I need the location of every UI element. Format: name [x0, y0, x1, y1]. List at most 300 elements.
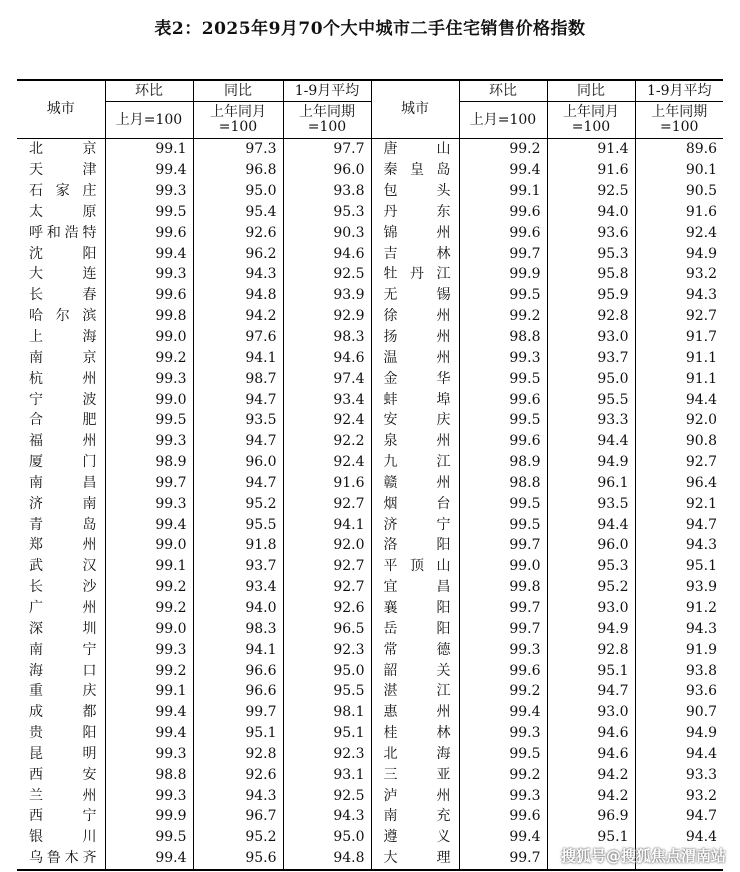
city-header-left: 城市 — [17, 80, 105, 139]
avg-right-cell: 92.0 — [635, 410, 723, 431]
city-right-cell: 牡丹江 — [371, 264, 459, 285]
avg-left-cell: 91.6 — [283, 473, 371, 494]
city-left-cell: 昆明 — [29, 745, 97, 762]
tb-left-cell: 94.2 — [193, 306, 283, 327]
header-sub-line: =100 — [307, 119, 347, 135]
city-left-cell: 杭州 — [29, 370, 97, 387]
city-left-cell: 南宁 — [29, 641, 97, 658]
table-row — [17, 431, 723, 452]
hb-right-cell: 99.3 — [459, 347, 547, 368]
table-row — [17, 806, 723, 827]
city-right-cell: 包头 — [371, 181, 459, 202]
hb-right-cell: 99.5 — [459, 493, 547, 514]
city-left-cell: 西宁 — [29, 808, 97, 825]
avg-right-cell: 93.9 — [635, 577, 723, 598]
avg-left-cell: 92.0 — [283, 535, 371, 556]
city-right-cell: 秦皇岛 — [371, 160, 459, 181]
avg-right-cell: 90.1 — [635, 160, 723, 181]
hb-right-cell: 99.2 — [459, 306, 547, 327]
tb-left-cell: 93.4 — [193, 577, 283, 598]
table-row — [17, 681, 723, 702]
hb-right-cell: 99.4 — [459, 160, 547, 181]
table-row — [17, 222, 723, 243]
table-row — [17, 556, 723, 577]
avg-header-right: 1-9月平均 — [635, 80, 723, 102]
tb-right-cell: 94.0 — [547, 202, 635, 223]
hb-left-cell: 99.4 — [105, 243, 193, 264]
avg-right-cell: 89.6 — [635, 139, 723, 160]
avg-right-cell: 93.2 — [635, 785, 723, 806]
hb-left-cell: 99.2 — [105, 347, 193, 368]
table-row — [17, 514, 723, 535]
table-row — [17, 139, 723, 160]
tb-right-cell: 94.4 — [547, 514, 635, 535]
tb-right-cell: 94.4 — [547, 431, 635, 452]
header-row-2 — [17, 102, 723, 139]
hb-left-cell: 99.4 — [105, 723, 193, 744]
hb-right-cell: 99.8 — [459, 577, 547, 598]
avg-left-cell: 92.3 — [283, 639, 371, 660]
city-right-cell: 扬州 — [371, 327, 459, 348]
avg-left-cell: 97.7 — [283, 139, 371, 160]
avg-right-cell: 92.7 — [635, 306, 723, 327]
avg-right-cell: 94.3 — [635, 535, 723, 556]
hb-right-cell: 99.2 — [459, 139, 547, 160]
city-left-cell: 沈阳 — [29, 245, 97, 262]
avg-right-cell: 94.4 — [635, 743, 723, 764]
table-row — [17, 389, 723, 410]
hb-left-cell: 99.3 — [105, 493, 193, 514]
avg-right-cell: 93.3 — [635, 764, 723, 785]
hb-right-cell: 98.9 — [459, 452, 547, 473]
table-row — [17, 639, 723, 660]
tb-right-cell: 95.5 — [547, 389, 635, 410]
avg-right-cell: 94.9 — [635, 243, 723, 264]
tb-left-cell: 93.7 — [193, 556, 283, 577]
table-row — [17, 473, 723, 494]
tb-left-cell: 98.3 — [193, 618, 283, 639]
tb-left-cell: 98.7 — [193, 368, 283, 389]
avg-left-cell: 92.6 — [283, 598, 371, 619]
table-row — [17, 347, 723, 368]
tb-right-cell: 95.1 — [547, 660, 635, 681]
hb-left-cell: 99.2 — [105, 577, 193, 598]
hb-right-cell: 99.5 — [459, 285, 547, 306]
hb-left-cell: 99.3 — [105, 264, 193, 285]
city-left-cell: 深圳 — [29, 620, 97, 637]
avg-right-cell: 90.5 — [635, 181, 723, 202]
hb-left-cell: 99.4 — [105, 160, 193, 181]
avg-left-cell: 95.0 — [283, 827, 371, 848]
avg-left-cell: 94.3 — [283, 806, 371, 827]
table-row — [17, 493, 723, 514]
city-left-cell: 太原 — [29, 203, 97, 220]
tb-left-cell: 94.1 — [193, 639, 283, 660]
hb-right-cell: 99.2 — [459, 764, 547, 785]
tb-left-cell: 94.3 — [193, 264, 283, 285]
avg-right-cell: 94.9 — [635, 723, 723, 744]
hb-left-cell: 99.3 — [105, 368, 193, 389]
tb-sub-right-text — [563, 104, 619, 135]
tb-left-cell: 94.0 — [193, 598, 283, 619]
header-sub-line: 上年同期 — [651, 104, 708, 120]
header-sub-line: =100 — [571, 119, 611, 135]
city-left-cell: 广州 — [29, 599, 97, 616]
city-left-cell: 南京 — [29, 349, 97, 366]
city-right-cell: 桂林 — [371, 723, 459, 744]
hb-right-cell: 99.5 — [459, 514, 547, 535]
city-right-cell: 赣州 — [371, 473, 459, 494]
hb-right-cell: 98.8 — [459, 327, 547, 348]
tb-right-cell: 94.9 — [547, 618, 635, 639]
tb-left-cell: 92.8 — [193, 743, 283, 764]
hb-right-cell: 99.4 — [459, 827, 547, 848]
table-body — [17, 139, 723, 870]
tb-sub-left-text — [210, 104, 266, 135]
city-right-cell: 岳阳 — [371, 618, 459, 639]
tb-right-cell: 93.0 — [547, 598, 635, 619]
tb-left-cell: 96.7 — [193, 806, 283, 827]
city-right-cell: 金华 — [371, 368, 459, 389]
avg-left-cell: 94.6 — [283, 243, 371, 264]
hb-left-cell: 99.7 — [105, 473, 193, 494]
hb-left-cell: 99.6 — [105, 285, 193, 306]
table-row — [17, 660, 723, 681]
hb-right-cell: 99.6 — [459, 222, 547, 243]
hb-header-right: 环比 — [459, 80, 547, 102]
tb-header-left: 同比 — [193, 80, 283, 102]
city-right-cell: 泸州 — [371, 785, 459, 806]
tb-right-cell: 93.6 — [547, 222, 635, 243]
city-left-cell: 乌鲁木齐 — [29, 850, 97, 867]
city-left-cell: 合肥 — [29, 412, 97, 429]
hb-right-cell: 99.7 — [459, 243, 547, 264]
avg-left-cell: 95.0 — [283, 660, 371, 681]
city-left-cell: 贵阳 — [29, 725, 97, 742]
city-right-cell: 常德 — [371, 639, 459, 660]
avg-left-cell: 92.2 — [283, 431, 371, 452]
table-row — [17, 410, 723, 431]
hb-left-cell: 99.0 — [105, 327, 193, 348]
city-right-cell: 大理 — [371, 848, 459, 870]
tb-right-cell: 96.9 — [547, 806, 635, 827]
city-left-cell: 西安 — [29, 766, 97, 783]
table-row — [17, 618, 723, 639]
hb-left-cell: 99.4 — [105, 848, 193, 870]
city-left-cell: 海口 — [29, 662, 97, 679]
avg-right-cell: 90.8 — [635, 431, 723, 452]
tb-right-cell: 94.6 — [547, 743, 635, 764]
tb-left-cell: 95.1 — [193, 723, 283, 744]
avg-left-cell: 95.3 — [283, 202, 371, 223]
hb-left-cell: 99.5 — [105, 202, 193, 223]
city-left-cell: 武汉 — [29, 558, 97, 575]
hb-right-cell: 99.7 — [459, 618, 547, 639]
tb-left-cell: 95.6 — [193, 848, 283, 870]
tb-left-cell: 95.5 — [193, 514, 283, 535]
hb-right-cell: 99.5 — [459, 743, 547, 764]
city-left-cell: 宁波 — [29, 391, 97, 408]
hb-right-cell: 99.6 — [459, 389, 547, 410]
hb-right-cell: 99.1 — [459, 181, 547, 202]
city-left-cell: 石家庄 — [29, 183, 97, 200]
tb-right-cell: 95.2 — [547, 577, 635, 598]
avg-right-cell: 91.9 — [635, 639, 723, 660]
avg-left-cell: 92.9 — [283, 306, 371, 327]
tb-right-cell: 95.1 — [547, 827, 635, 848]
table-row — [17, 723, 723, 744]
tb-right-cell: 94.2 — [547, 764, 635, 785]
tb-right-cell: 95.0 — [547, 368, 635, 389]
hb-left-cell: 99.3 — [105, 743, 193, 764]
city-right-cell: 惠州 — [371, 702, 459, 723]
table-row — [17, 368, 723, 389]
city-left-cell: 呼和浩特 — [29, 224, 97, 241]
tb-right-cell: 92.8 — [547, 306, 635, 327]
hb-left-cell: 99.1 — [105, 139, 193, 160]
hb-right-cell: 99.3 — [459, 723, 547, 744]
avg-left-cell: 92.5 — [283, 785, 371, 806]
city-left-cell: 长春 — [29, 287, 97, 304]
city-header-right: 城市 — [371, 80, 459, 139]
avg-left-cell: 94.1 — [283, 514, 371, 535]
city-right-cell: 泉州 — [371, 431, 459, 452]
table-row — [17, 743, 723, 764]
avg-left-cell: 92.4 — [283, 410, 371, 431]
city-right-cell: 襄阳 — [371, 598, 459, 619]
avg-right-cell: 91.2 — [635, 598, 723, 619]
tb-left-cell: 95.4 — [193, 202, 283, 223]
city-right-cell: 温州 — [371, 347, 459, 368]
city-left-cell: 福州 — [29, 433, 97, 450]
tb-left-cell: 94.8 — [193, 285, 283, 306]
tb-right-cell: 95.9 — [547, 285, 635, 306]
avg-header-left: 1-9月平均 — [283, 80, 371, 102]
city-left-cell: 天津 — [29, 162, 97, 179]
avg-left-cell: 98.3 — [283, 327, 371, 348]
hb-left-cell: 99.9 — [105, 806, 193, 827]
avg-left-cell: 96.0 — [283, 160, 371, 181]
avg-right-cell: 91.7 — [635, 327, 723, 348]
avg-sub-right — [635, 102, 723, 139]
header-sub-line: 上年同期 — [299, 104, 355, 120]
avg-left-cell: 92.7 — [283, 577, 371, 598]
tb-right-cell: 93.0 — [547, 702, 635, 723]
header-sub-line: =100 — [660, 119, 699, 135]
avg-right-cell: 90.7 — [635, 702, 723, 723]
table-row — [17, 285, 723, 306]
avg-left-cell: 95.1 — [283, 723, 371, 744]
city-right-cell: 九江 — [371, 452, 459, 473]
tb-right-cell: 93.0 — [547, 327, 635, 348]
city-left-cell: 上海 — [29, 329, 97, 346]
avg-right-cell: 94.4 — [635, 389, 723, 410]
tb-sub-left — [193, 102, 283, 139]
tb-sub-right — [547, 102, 635, 139]
avg-right-cell: 92.7 — [635, 452, 723, 473]
avg-right-cell: 92.1 — [635, 493, 723, 514]
hb-left-cell: 99.3 — [105, 431, 193, 452]
header-sub-line: =100 — [218, 119, 258, 135]
avg-left-cell: 94.6 — [283, 347, 371, 368]
table-row — [17, 306, 723, 327]
hb-right-cell: 99.7 — [459, 598, 547, 619]
hb-left-cell: 99.8 — [105, 306, 193, 327]
table-row — [17, 598, 723, 619]
hb-header-left: 环比 — [105, 80, 193, 102]
header-row-1 — [17, 80, 723, 102]
tb-left-cell: 94.7 — [193, 473, 283, 494]
avg-right-cell: 92.4 — [635, 222, 723, 243]
tb-right-cell: 94.2 — [547, 785, 635, 806]
tb-right-cell: 92.5 — [547, 181, 635, 202]
hb-left-cell: 98.8 — [105, 764, 193, 785]
avg-left-cell: 96.5 — [283, 618, 371, 639]
city-left-cell: 哈尔滨 — [29, 308, 97, 325]
hb-left-cell: 99.6 — [105, 222, 193, 243]
hb-right-cell: 99.0 — [459, 556, 547, 577]
city-right-cell: 烟台 — [371, 493, 459, 514]
table-row — [17, 535, 723, 556]
table-row — [17, 702, 723, 723]
avg-right-cell: 95.1 — [635, 556, 723, 577]
city-left-cell: 银川 — [29, 829, 97, 846]
hb-right-cell: 99.7 — [459, 535, 547, 556]
avg-left-cell: 95.5 — [283, 681, 371, 702]
tb-left-cell: 96.8 — [193, 160, 283, 181]
city-right-cell: 平顶山 — [371, 556, 459, 577]
city-right-cell: 锦州 — [371, 222, 459, 243]
avg-right-cell: 94.3 — [635, 285, 723, 306]
city-right-cell: 南充 — [371, 806, 459, 827]
avg-sub-left — [283, 102, 371, 139]
hb-left-cell: 98.9 — [105, 452, 193, 473]
city-right-cell: 丹东 — [371, 202, 459, 223]
hb-left-cell: 99.1 — [105, 556, 193, 577]
avg-sub-right-text — [651, 104, 707, 135]
tb-left-cell: 92.6 — [193, 222, 283, 243]
tb-left-cell: 95.2 — [193, 827, 283, 848]
tb-left-cell: 95.2 — [193, 493, 283, 514]
tb-right-cell: 95.8 — [547, 264, 635, 285]
city-right-cell: 唐山 — [371, 139, 459, 160]
hb-sub-left: 上月=100 — [105, 102, 193, 139]
city-right-cell: 湛江 — [371, 681, 459, 702]
city-right-cell: 遵义 — [371, 827, 459, 848]
table-row — [17, 452, 723, 473]
avg-left-cell: 92.7 — [283, 556, 371, 577]
avg-left-cell: 92.4 — [283, 452, 371, 473]
hb-right-cell: 99.5 — [459, 410, 547, 431]
avg-left-cell: 97.4 — [283, 368, 371, 389]
hb-right-cell: 99.9 — [459, 264, 547, 285]
hb-right-cell: 99.3 — [459, 785, 547, 806]
tb-right-cell: 96.0 — [547, 535, 635, 556]
city-right-cell: 北海 — [371, 743, 459, 764]
hb-right-cell: 99.5 — [459, 368, 547, 389]
avg-right-cell: 94.4 — [635, 827, 723, 848]
tb-right-cell: 95.3 — [547, 243, 635, 264]
table-row — [17, 160, 723, 181]
hb-right-cell: 99.6 — [459, 202, 547, 223]
hb-right-cell: 98.8 — [459, 473, 547, 494]
city-left-cell: 青岛 — [29, 516, 97, 533]
avg-right-cell: 93.6 — [635, 681, 723, 702]
hb-left-cell: 99.4 — [105, 702, 193, 723]
tb-left-cell: 96.6 — [193, 660, 283, 681]
tb-right-cell: 93.7 — [547, 347, 635, 368]
avg-left-cell: 93.9 — [283, 285, 371, 306]
price-index-table — [17, 79, 723, 871]
city-left-cell: 重庆 — [29, 683, 97, 700]
hb-left-cell: 99.4 — [105, 514, 193, 535]
city-right-cell: 吉林 — [371, 243, 459, 264]
tb-right-cell: 94.7 — [547, 681, 635, 702]
tb-right-cell: 93.5 — [547, 493, 635, 514]
tb-right-cell: 91.4 — [547, 139, 635, 160]
hb-left-cell: 99.3 — [105, 785, 193, 806]
avg-right-cell: 91.1 — [635, 368, 723, 389]
hb-left-cell: 99.3 — [105, 181, 193, 202]
hb-right-cell: 99.3 — [459, 639, 547, 660]
city-left-cell: 兰州 — [29, 787, 97, 804]
tb-left-cell: 97.3 — [193, 139, 283, 160]
tb-left-cell: 96.6 — [193, 681, 283, 702]
hb-right-cell: 99.6 — [459, 431, 547, 452]
city-left-cell: 郑州 — [29, 537, 97, 554]
city-left-cell: 北京 — [29, 141, 97, 158]
city-left-cell: 南昌 — [29, 474, 97, 491]
avg-right-cell: 93.2 — [635, 264, 723, 285]
header-sub-line: 上年同月 — [563, 104, 619, 120]
avg-left-cell: 90.3 — [283, 222, 371, 243]
hb-right-cell: 99.6 — [459, 806, 547, 827]
city-right-cell: 无锡 — [371, 285, 459, 306]
tb-left-cell: 96.2 — [193, 243, 283, 264]
tb-left-cell: 94.3 — [193, 785, 283, 806]
hb-right-cell: 99.2 — [459, 681, 547, 702]
city-right-cell: 济宁 — [371, 514, 459, 535]
avg-left-cell: 94.8 — [283, 848, 371, 870]
avg-right-cell: 94.7 — [635, 514, 723, 535]
city-left-cell: 成都 — [29, 704, 97, 721]
city-left-cell: 济南 — [29, 495, 97, 512]
tb-right-cell: 96.1 — [547, 473, 635, 494]
avg-left-cell: 92.5 — [283, 264, 371, 285]
table-row — [17, 264, 723, 285]
table-row — [17, 577, 723, 598]
avg-right-cell: 94.7 — [635, 806, 723, 827]
avg-right-cell: 94.3 — [635, 618, 723, 639]
avg-left-cell: 98.1 — [283, 702, 371, 723]
hb-right-cell: 99.4 — [459, 702, 547, 723]
watermark: 搜狐号@搜狐焦点渭南站 — [560, 847, 726, 865]
hb-left-cell: 99.2 — [105, 598, 193, 619]
city-right-cell: 韶关 — [371, 660, 459, 681]
avg-left-cell: 93.1 — [283, 764, 371, 785]
avg-right-cell: 91.6 — [635, 202, 723, 223]
table-row — [17, 181, 723, 202]
table-row — [17, 243, 723, 264]
tb-left-cell: 94.7 — [193, 389, 283, 410]
hb-right-cell: 99.6 — [459, 660, 547, 681]
tb-right-cell: 92.8 — [547, 639, 635, 660]
tb-header-right: 同比 — [547, 80, 635, 102]
hb-left-cell: 99.0 — [105, 618, 193, 639]
city-right-cell: 三亚 — [371, 764, 459, 785]
avg-right-cell: 93.8 — [635, 660, 723, 681]
tb-right-cell: 95.3 — [547, 556, 635, 577]
